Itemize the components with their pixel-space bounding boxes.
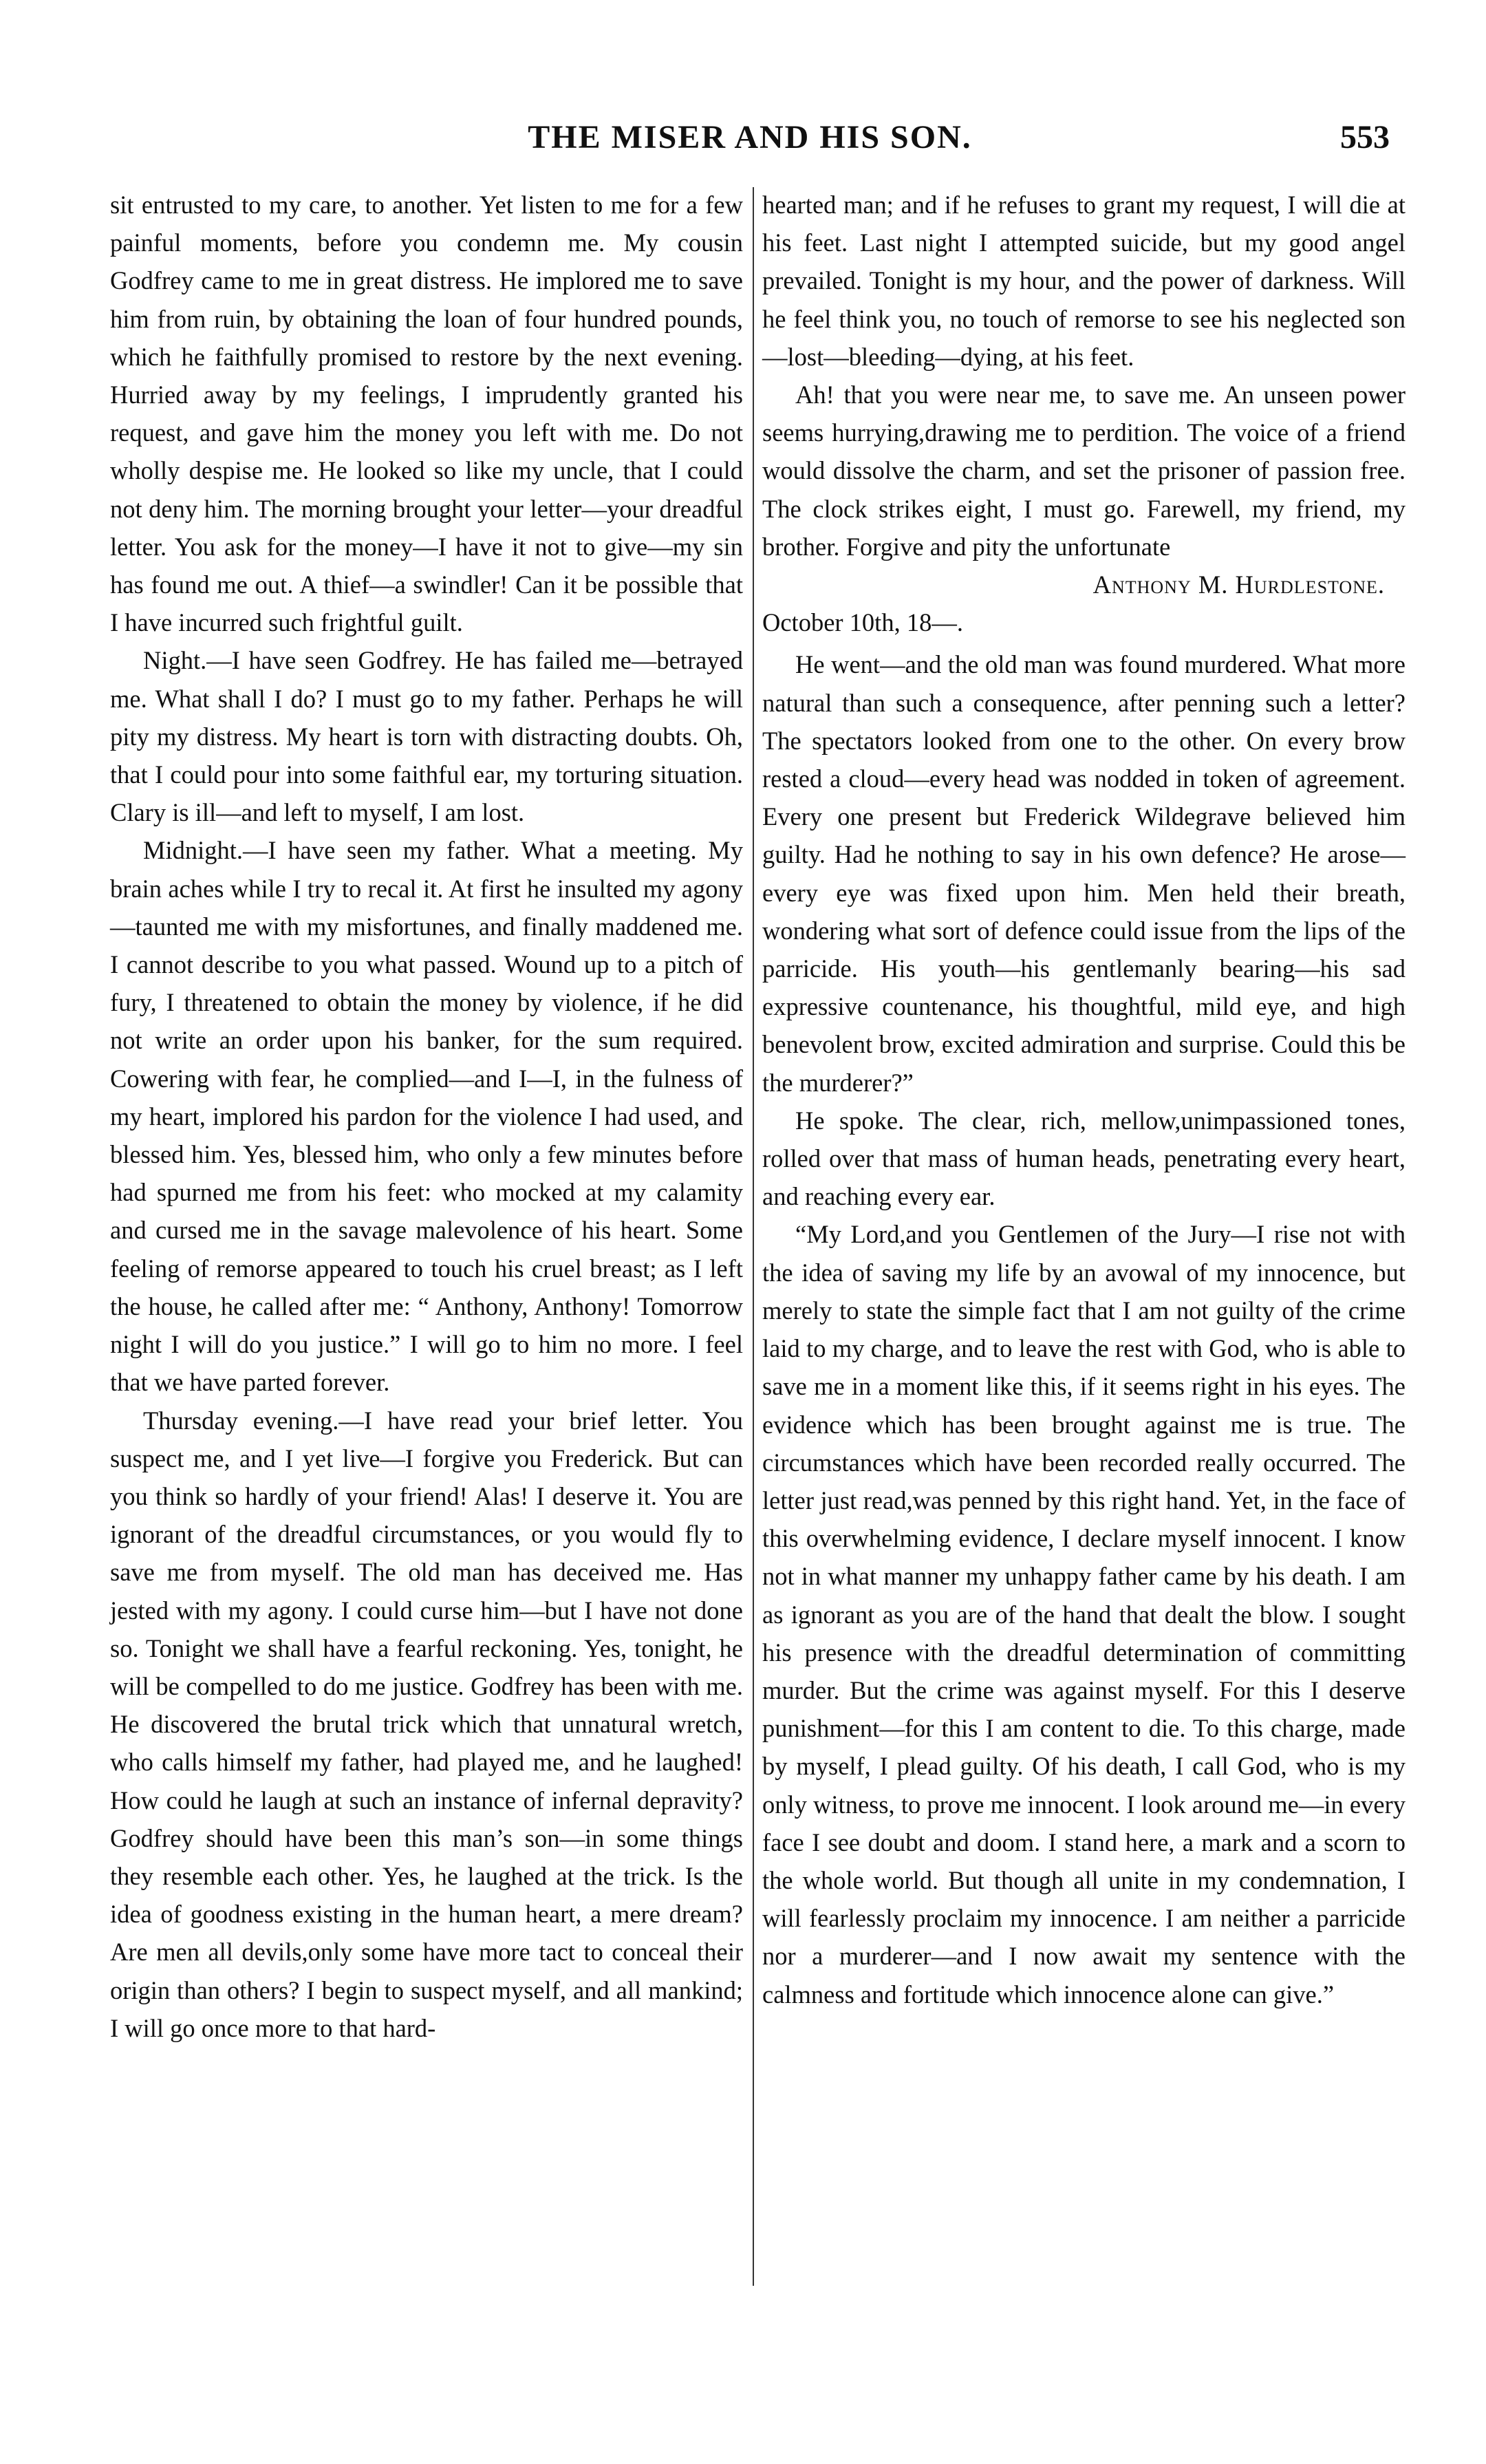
page-header xyxy=(110,118,1390,173)
paragraph: Ah! that you were near me, to save me. An unseen power seems hurrying,drawing me to perdition. The voice of a friend would dissolve the charm, and set the prisoner of passion free. The clock strikes eight, I must go. Farewell, my friend, my brother. Forgive and pity the unfortunate xyxy=(762,381,1406,561)
left-column xyxy=(110,186,743,2047)
paragraph: Night.—I have seen Godfrey. He has failed me—betrayed me. What shall I do? I must go to my father. Perhaps he will pity my distress. My heart is torn with distracting doubts. Oh, that I could pour into some faithful ear, my torturing situation. Clary is ill—and left to myself, I am lost. xyxy=(110,646,743,827)
letter-signature: Anthony M. Hurdlestone. xyxy=(1092,570,1385,599)
letter-date: October 10th, 18—. xyxy=(762,608,963,637)
page-number: 553 xyxy=(1340,119,1390,156)
paragraph: Thursday evening.—I have read your brief letter. You suspect me, and I yet live—I forgive you Frederick. But can you think so hardly of your friend! Alas! I deserve it. You are ignorant of the dreadful circumstances, or you would fly to save me from myself. The old man has deceived me. Has jested with my agony. I could curse him—but I have not done so. Tonight we shall have a fearful reckoning. Yes, tonight, he will be compelled to do me justice. Godfrey has been with me. He discovered the brutal trick which that unnatural wretch, who calls himself my father, had played me, and he laughed! How could he laugh at such an instance of infernal depravity? Godfrey should have been this man’s son—in some things they resemble each other. Yes, he laughed at the trick. Is the idea of goodness existing in the human heart, a mere dream? Are men all devils,only some have more tact to conceal their origin than others? I begin to suspect myself, and all mankind; I will go once more to that hard- xyxy=(110,1406,743,2042)
paragraph: Midnight.—I have seen my father. What a meeting. My brain aches while I try to recal it. At first he insulted my agony—taunted me with my misfortunes, and finally maddened me. I cannot describe to you what passed. Wound up to a pitch of fury, I threatened to obtain the money by violence, if he did not write an order upon his banker, for the sum required. Cowering with fear, he complied—and I—I, in the fulness of my heart, implored his pardon for the violence I had used, and blessed him. Yes, blessed him, who only a few minutes before had spurned me from his feet: who mocked at my calamity and cursed me in the savage malevolence of his heart. Some feeling of remorse appeared to touch his cruel breast; as I left the house, he called after me: “ Anthony, Anthony! Tomorrow night I will do you justice.” I will go to him no more. I feel that we have parted forever. xyxy=(110,836,743,1397)
column-divider xyxy=(753,187,754,2286)
paragraph: He went—and the old man was found murdered. What more natural than such a consequence, after penning such a letter? The spectators looked from one to the other. On every brow rested a cloud—every head was nodded in token of agreement. Every one present but Frederick Wildegrave believed him guilty. Had he nothing to say in his own defence? He arose—every eye was fixed upon him. Men held their breath, wondering what sort of defence could issue from the lips of the parricide. His youth—his gentlemanly bearing—his sad expressive countenance, his thoughtful, mild eye, and high benevolent brow, excited admiration and surprise. Could this be the murderer?” xyxy=(762,650,1406,1097)
paragraph: “My Lord,and you Gentlemen of the Jury—I rise not with the idea of saving my life by an avowal of my innocence, but merely to state the simple fact that I am not guilty of the crime laid to my charge, and to leave the rest with God, who is able to save me in a moment like this, if it seems right in his eyes. The evidence which has been brought against me is true. The circumstances which have been recorded really occurred. The letter just read,was penned by this right hand. Yet, in the face of this overwhelming evidence, I declare myself innocent. I know not in what manner my unhappy father came by his death. I am as ignorant as you are of the hand that dealt the blow. I sought his presence with the dreadful determination of committing murder. But the crime was against myself. For this I deserve punishment—for this I am content to die. To this charge, made by myself, I plead guilty. Of his death, I call God, who is my only witness, to prove me innocent. I look around me—in every face I see doubt and doom. I stand here, a mark and a scorn to the whole world. But though all unite in my condemnation, I will fearlessly proclaim my innocence. I am neither a parricide nor a murderer—and I now await my sentence with the calmness and fortitude which innocence alone can give.” xyxy=(762,1220,1406,2008)
paragraph: hearted man; and if he refuses to grant my request, I will die at his feet. Last night I attempted suicide, but my good angel prevailed. Tonight is my hour, and the power of darkness. Will he feel think you, no touch of remorse to see his neglected son—lost—bleeding—dying, at his feet. xyxy=(762,191,1406,371)
paragraph: sit entrusted to my care, to another. Yet listen to me for a few painful moments, before you condemn me. My cousin Godfrey came to me in great distress. He implored me to save him from ruin, by obtaining the loan of four hundred pounds, which he faithfully promised to restore by the next evening. Hurried away by my feelings, I imprudently granted his request, and gave him the money you left with me. Do not wholly despise me. He looked so like my uncle, that I could not deny him. The morning brought your letter—your dreadful letter. You ask for the money—I have it not to give—my sin has found me out. A thief—a swindler! Can it be possible that I have incurred such frightful guilt. xyxy=(110,191,743,637)
paragraph: He spoke. The clear, rich, mellow,unimpassioned tones, rolled over that mass of human heads, penetrating every heart, and reaching every ear. xyxy=(762,1106,1406,1211)
right-column xyxy=(762,186,1406,2013)
running-title: THE MISER AND HIS SON. xyxy=(528,119,972,156)
